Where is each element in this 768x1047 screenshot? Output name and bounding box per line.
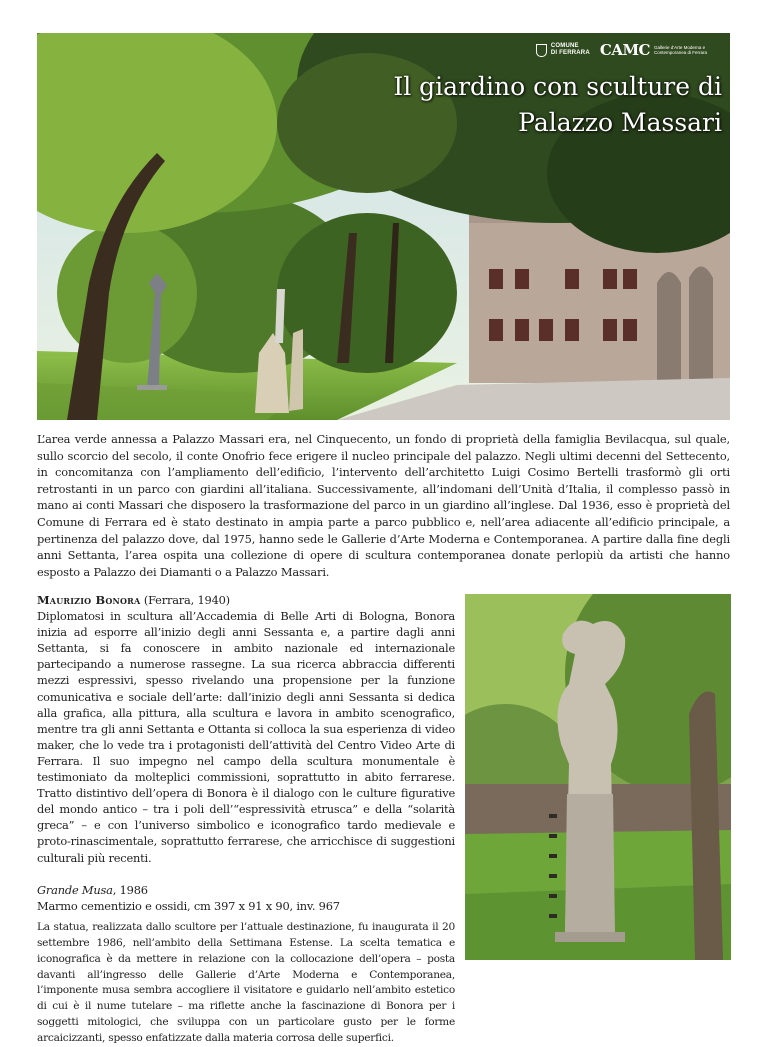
work-title: Grande Musa (37, 882, 113, 897)
header-logos (536, 41, 712, 59)
page-title-line1: Il giardino con sculture di (393, 72, 722, 101)
logo-comune-line1: COMUNE (550, 43, 579, 49)
work-heading (37, 882, 455, 898)
artist-name: Maurizio Bonora (37, 593, 141, 607)
work-details: Marmo cementizio e ossidi, cm 397 x 91 x 90, inv. 967 (37, 898, 340, 913)
camc-sub-line2: Contemporanea di Ferrara (654, 50, 708, 55)
camc-logo (600, 41, 712, 59)
camc-mark: CAMC (599, 41, 650, 59)
grande-musa-photo-illustration (465, 594, 731, 960)
artist-section (37, 592, 455, 1047)
camc-sub-line1: Gallerie d'Arte Moderna e (654, 44, 706, 50)
logo-comune-line2: DI FERRARA (550, 50, 590, 56)
artist-heading (37, 592, 455, 608)
artist-origin: (Ferrara, 1940) (143, 593, 230, 607)
intro-paragraph: L’area verde annessa a Palazzo Massari era, nel Cinquecento, un fondo di proprietà della famiglia Bevilacqua, sul quale, sullo scorcio del secolo, il conte Onofrio fece erigere il nucleo principale del palazzo. Negli ultimi decenni del Settecento, in concomitanza con l’ampliamento dell’edificio, l’intervento dell’architetto Luigi Cosimo Bertelli trasformò gli orti retrostanti in un parco con giardini all’italiana. Successivamente, all’indomani dell’Unità d’Italia, il complesso passò in mano ai conti Massari che disposero la trasformazione del parco in un giardino all’inglese. Dal 1936, esso è proprietà del Comune di Ferrara ed è stato destinato in ampia parte a parco pubblico e, nell’area adiacente all’edificio principale, a pertinenza del palazzo dove, dal 1975, hanno sede le Gallerie d’Arte Moderna e Contemporanea. A partire dalla fine degli anni Settanta, l’area ospita una collezione di opere di scultura contemporanea donate perlopiù da artisti che hanno esposto a Palazzo dei Diamanti o a Palazzo Massari. (37, 432, 730, 579)
page-title-line2: Palazzo Massari (518, 108, 722, 137)
page-title (393, 69, 722, 141)
hero-photo (37, 33, 730, 420)
sculpture-photo (465, 594, 731, 960)
crest-icon (536, 44, 547, 57)
comune-di-ferrara-logo (536, 43, 590, 57)
work-description: La statua, realizzata dallo scultore per l’attuale destinazione, fu inaugurata il 20 settembre 1986, nell’ambito della Settimana Estense. La scelta tematica e iconografica è da mettere in relazione con la collocazione dell’opera – posta davanti all’ingresso delle Gallerie d’Arte Moderna e Contemporanea, l’imponente musa sembra accogliere il visitatore e guidarlo nell’ambito estetico di cui è il nume tutelare – ma riflette anche la fascinazione di Bonora per i soggetti mitologici, che sviluppa con un particolare gusto per le forme arcaicizzanti, spesso enfatizzate dalla materia corrosa delle superfici. (37, 920, 455, 1045)
artist-bio: Diplomatosi in scultura all’Accademia di Belle Arti di Bologna, Bonora inizia ad esporre all’inizio degli anni Sessanta e, a partire dagli anni Settanta, si fa conoscere in ambito nazionale ed internazionale partecipando a numerose rassegne. La sua ricerca abbraccia differenti mezzi espressivi, spesso rivelando una propensione per la funzione comunicativa e sociale dell’arte: dall’inizio degli anni Sessanta si dedica alla grafica, alla pittura, alla scultura e lavora in ambito scenografico, mentre tra gli anni Settanta e Ottanta si colloca la sua esperienza di video maker, che lo vede tra i protagonisti dell’attività del Centro Video Arte di Ferrara. Il suo impegno nel campo della scultura monumentale è testimoniato da molteplici commissioni, soprattutto in abito ferrarese. Tratto distintivo dell’opera di Bonora è il dialogo con le culture figurative del mondo antico – tra i poli dell’“espressività etrusca” e della “solarità greca” – e con l’universo simbolico e iconografico tardo medievale e proto-rinascimentale, soprattutto ferrarese, che arricchisce di suggestioni culturali più recenti. (37, 609, 455, 865)
work-year: , 1986 (112, 882, 148, 897)
